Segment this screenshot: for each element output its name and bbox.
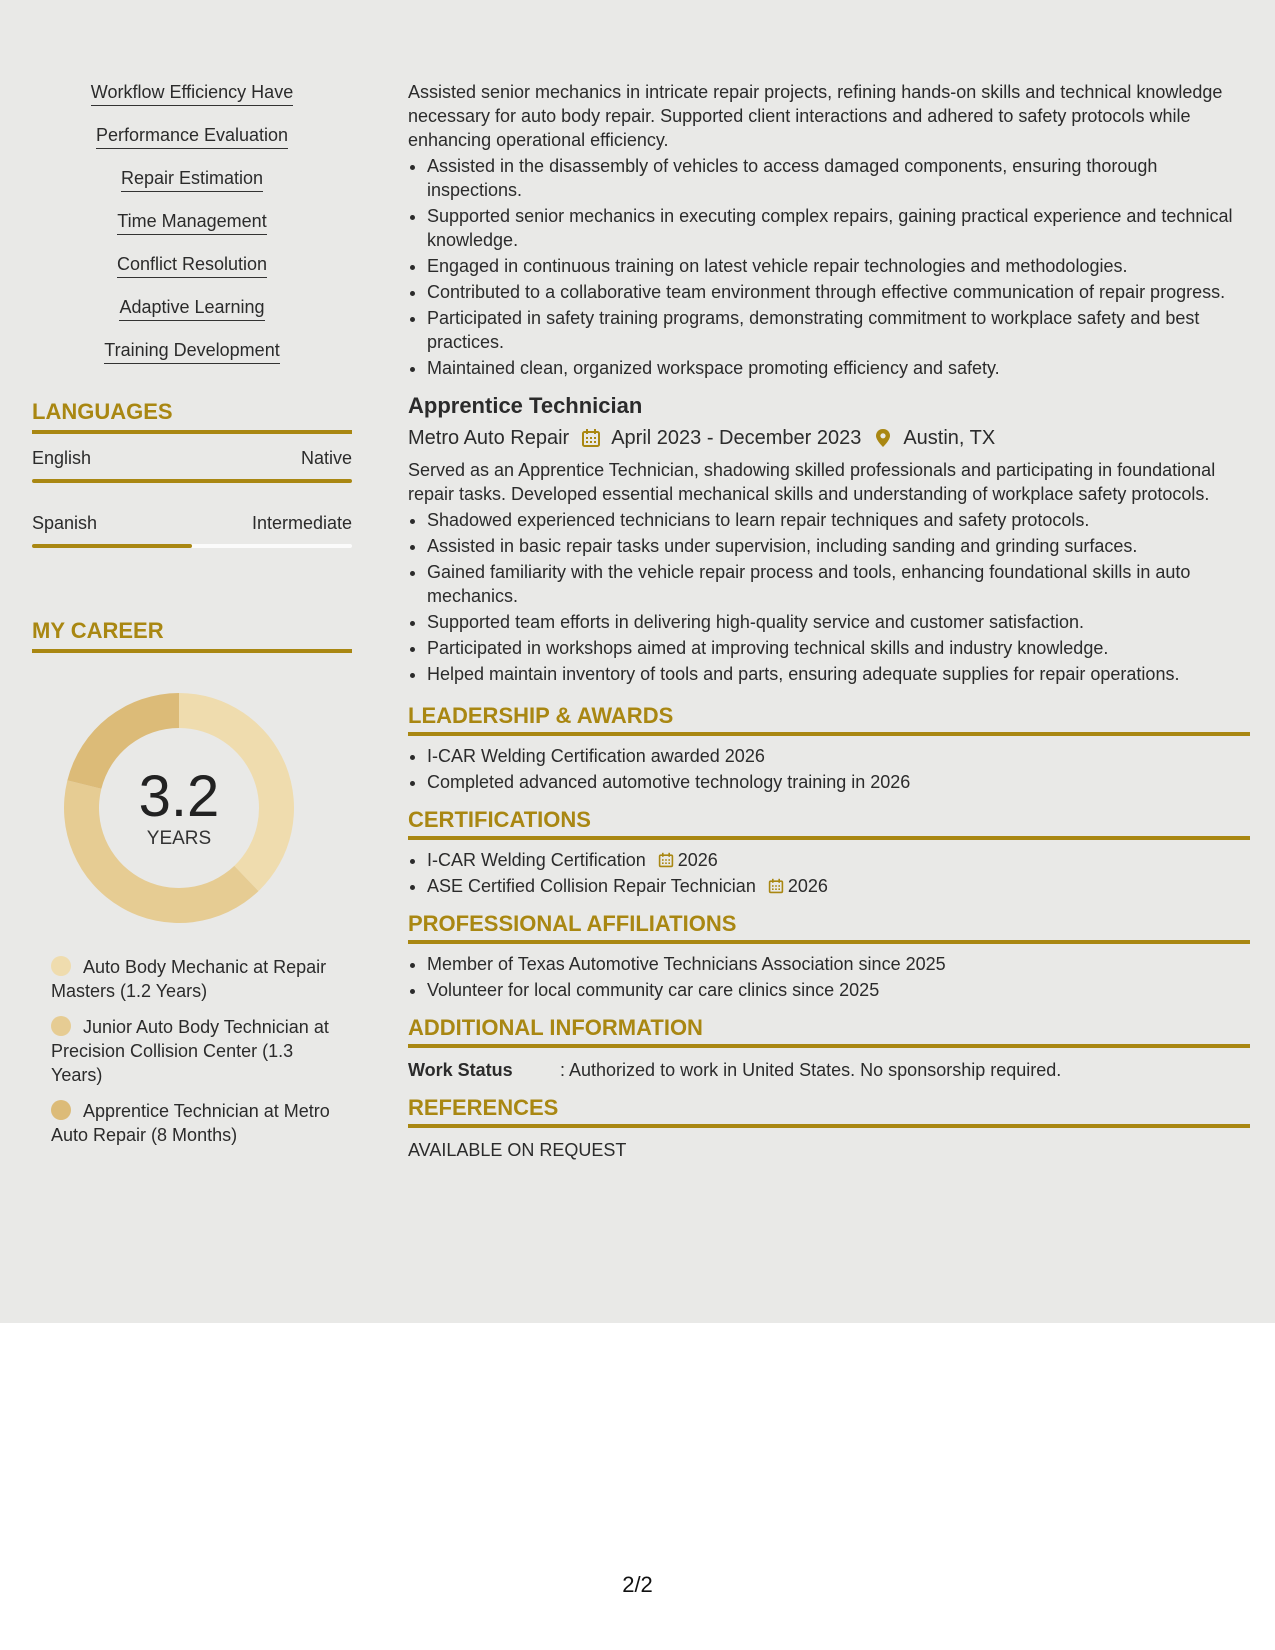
certification-item (427, 874, 1250, 898)
certifications-section (408, 808, 1250, 898)
language-level-bar (32, 544, 352, 548)
job-bullet: • Participated in workshops aimed at improving technical skills and industry knowledge. (427, 636, 1250, 660)
language-level-fill (32, 479, 352, 483)
language-name: English (32, 448, 92, 468)
career-donut-chart (64, 693, 294, 923)
work-status-label: Work Status (408, 1060, 513, 1080)
job-bullet: • Assisted in the disassembly of vehicles to access damaged components, ensuring thorough inspections. (427, 154, 1250, 202)
job-entry (408, 394, 1250, 686)
additional-info-section (408, 1016, 1250, 1082)
calendar-icon (768, 878, 784, 894)
right-column (408, 80, 1250, 1162)
job-bullet: • Contributed to a collaborative team environment through effective communication of repair progress. (427, 280, 1250, 304)
affiliation-item: • Member of Texas Automotive Technicians Association since 2025 (427, 952, 1250, 976)
language-row (32, 513, 352, 534)
leadership-item: • I-CAR Welding Certification awarded 2026 (427, 744, 1250, 768)
skill-item: Performance Evaluation (32, 125, 352, 149)
language-level: Intermediate (251, 513, 352, 533)
career-total-years: 3.2 (138, 764, 220, 829)
certification-year: 2026 (787, 876, 828, 896)
language-row (32, 448, 352, 469)
certification-year: 2026 (677, 850, 718, 870)
leadership-heading: LEADERSHIP & AWARDS (408, 704, 1250, 736)
languages-heading: LANGUAGES (32, 399, 352, 434)
page-number: 2/2 (622, 1572, 653, 1597)
affiliation-item: • Volunteer for local community car care clinics since 2025 (427, 978, 1250, 1002)
job-bullet: • Participated in safety training programs, demonstrating commitment to workplace safety and best practices. (427, 306, 1250, 354)
career-heading: MY CAREER (32, 618, 352, 653)
skill-item: Workflow Efficiency Have (32, 82, 352, 106)
job-bullet: • Gained familiarity with the vehicle repair process and tools, enhancing foundational skills in auto mechanics. (427, 560, 1250, 608)
skill-item: Training Development (32, 340, 352, 364)
certification-name: ASE Certified Collision Repair Technician (427, 876, 756, 896)
donut-center (64, 693, 294, 923)
certifications-list (408, 848, 1250, 898)
legend-item: Apprentice Technician at Metro Auto Repair (8 Months) (51, 1101, 330, 1145)
additional-info-heading: ADDITIONAL INFORMATION (408, 1016, 1250, 1048)
job-dates: April 2023 - December 2023 (611, 427, 862, 449)
calendar-icon (581, 428, 601, 448)
leadership-item: • Completed advanced automotive technology training in 2026 (427, 770, 1250, 794)
affiliations-list (408, 952, 1250, 1002)
job-bullets (408, 508, 1250, 686)
language-level: Native (300, 448, 352, 468)
job-title: Apprentice Technician (408, 393, 643, 418)
job-bullet: • Maintained clean, organized workspace promoting efficiency and safety. (427, 356, 1250, 380)
job-bullet: • Helped maintain inventory of tools and parts, ensuring adequate supplies for repair operations. (427, 662, 1250, 686)
skill-item: Repair Estimation (32, 168, 352, 192)
job-summary: Served as an Apprentice Technician, shadowing skilled professionals and participating in foundational repair tasks. Developed essential mechanical skills and understanding of workplace safety protocols. (408, 460, 1216, 504)
affiliations-heading: PROFESSIONAL AFFILIATIONS (408, 912, 1250, 944)
leadership-section (408, 704, 1250, 794)
skill-item: Adaptive Learning (32, 297, 352, 321)
languages-section (32, 399, 352, 548)
job-summary: Assisted senior mechanics in intricate repair projects, refining hands-on skills and technical knowledge necessary for auto body repair. Supported client interactions and adhered to safety protocols while enhancing operational efficiency. (408, 82, 1223, 150)
job-company: Metro Auto Repair (408, 427, 570, 449)
job-bullets (408, 154, 1250, 380)
leadership-list (408, 744, 1250, 794)
legend-item: Junior Auto Body Technician at Precision Collision Center (1.3 Years) (51, 1017, 329, 1085)
language-level-bar (32, 479, 352, 483)
work-status-row (408, 1058, 1250, 1082)
certification-item (427, 848, 1250, 872)
career-years-unit: YEARS (146, 828, 212, 849)
job-bullet: • Supported senior mechanics in executing complex repairs, gaining practical experience and technical knowledge. (427, 204, 1250, 252)
career-section (32, 618, 352, 1147)
left-column (32, 82, 352, 1159)
affiliations-section (408, 912, 1250, 1002)
job-entry (408, 80, 1250, 380)
location-pin-icon (873, 428, 893, 448)
job-meta (408, 426, 1250, 450)
legend-item: Auto Body Mechanic at Repair Masters (1.2 Years) (51, 957, 327, 1001)
job-bullet: • Engaged in continuous training on latest vehicle repair technologies and methodologies. (427, 254, 1250, 278)
legend-dot (51, 1100, 71, 1120)
calendar-icon (658, 852, 674, 868)
job-bullet: • Shadowed experienced technicians to learn repair techniques and safety protocols. (427, 508, 1250, 532)
skill-item: Time Management (32, 211, 352, 235)
job-bullet: • Assisted in basic repair tasks under supervision, including sanding and grinding surfaces. (427, 534, 1250, 558)
work-status-value: : Authorized to work in United States. No sponsorship required. (560, 1060, 1062, 1080)
language-name: Spanish (32, 513, 98, 533)
job-bullet: • Supported team efforts in delivering high-quality service and customer satisfaction. (427, 610, 1250, 634)
references-text: AVAILABLE ON REQUEST (408, 1140, 627, 1160)
legend-dot (51, 956, 71, 976)
skill-item: Conflict Resolution (32, 254, 352, 278)
legend-dot (51, 1016, 71, 1036)
career-legend (51, 955, 336, 1147)
skills-list (32, 82, 352, 364)
certifications-heading: CERTIFICATIONS (408, 808, 1250, 840)
job-location: Austin, TX (903, 427, 996, 449)
references-heading: REFERENCES (408, 1096, 1250, 1128)
certification-name: I-CAR Welding Certification (427, 850, 646, 870)
references-section (408, 1096, 1250, 1162)
language-level-fill (32, 544, 192, 548)
